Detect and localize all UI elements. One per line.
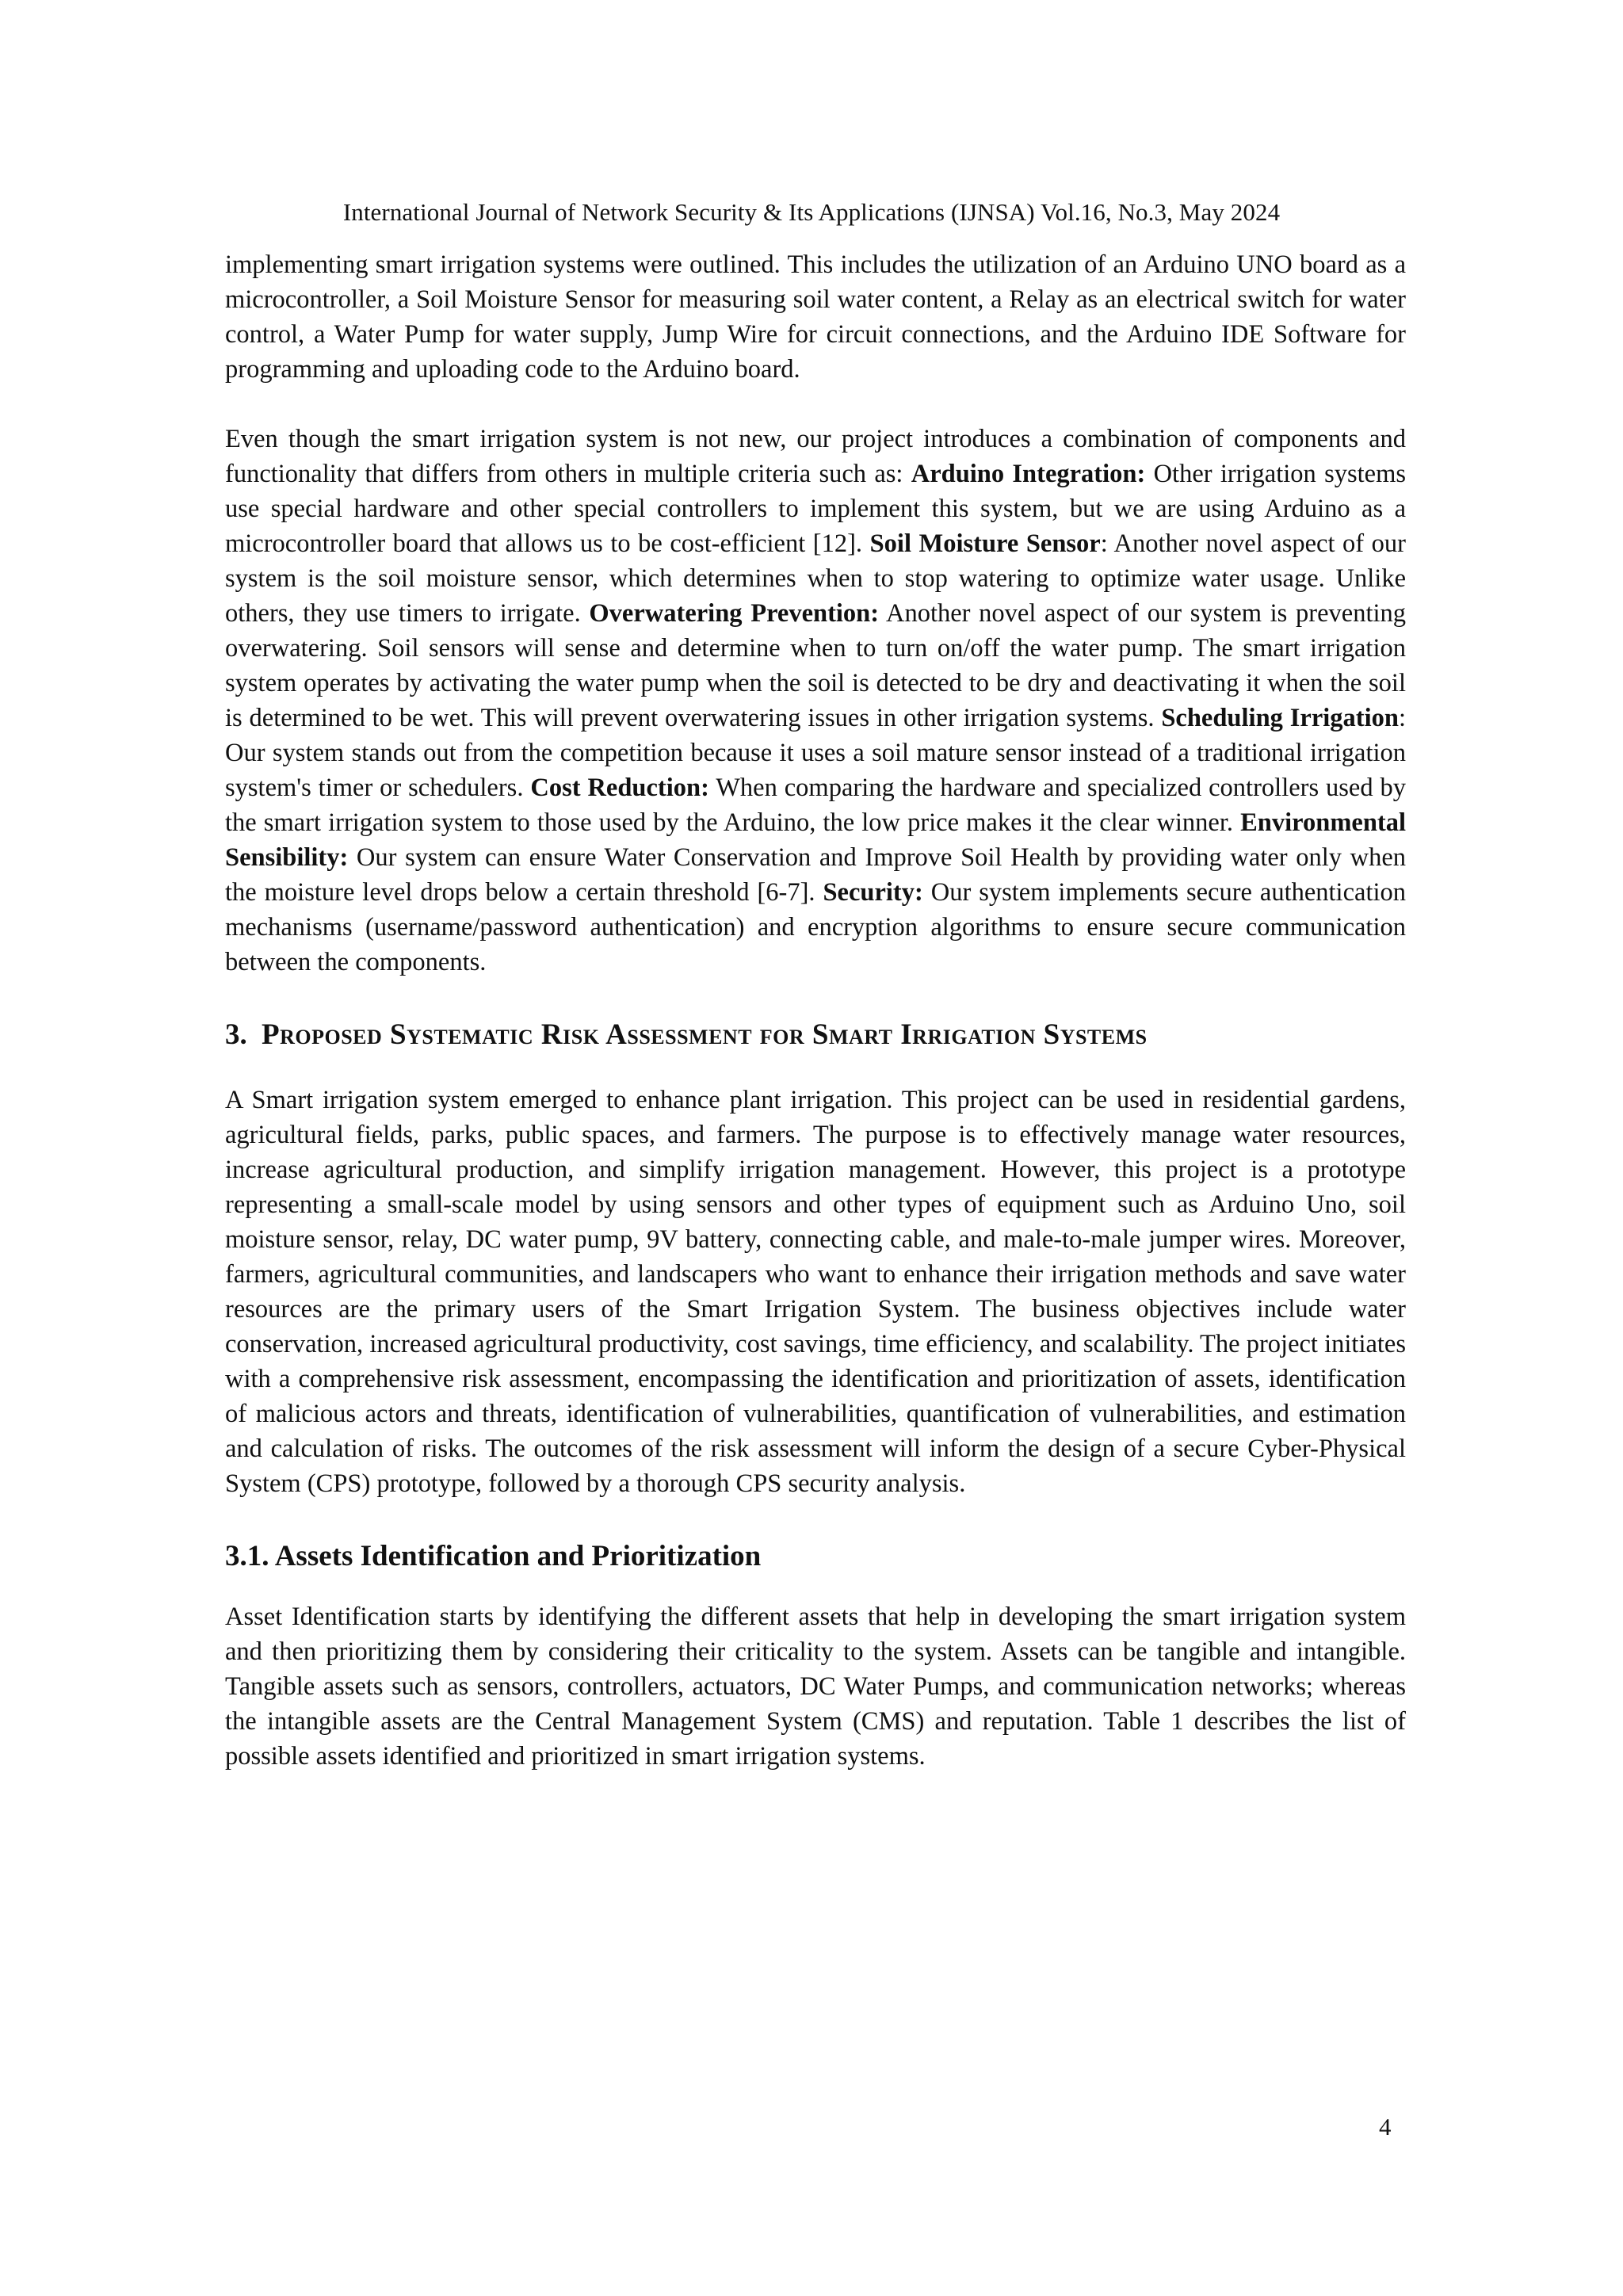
term-cost-reduction: Cost Reduction: [530,774,709,802]
text-soil-moisture-sensor: : Another novel aspect of our system is the soil moisture sensor, which determines when to stop watering to optimize water usage. Unlike others, they use timers to irrigate. [225,529,1406,628]
text-environmental-sensibility: Our system can ensure Water Conservation and Improve Soil Health by providing water only when the moisture level drops below a certain threshold [6-7]. [225,843,1406,907]
page-number: 4 [1379,2113,1392,2141]
paragraph-section-3: A Smart irrigation system emerged to enhance plant irrigation. This project can be used in residential gardens, agricultural fields, parks, public spaces, and farmers. The purpose is to effectively manage water resources, increase agricultural production, and simplify irrigation management. However, this project is a prototype representing a small-scale model by using sensors and other types of equipment such as Arduino Uno, soil moisture sensor, relay, DC water pump, 9V battery, connecting cable, and male-to-male jumper wires. Moreover, farmers, agricultural communities, and landscapers who want to enhance their irrigation methods and save water resources are the primary users of the Smart Irrigation System. The business objectives include water conservation, increased agricultural productivity, cost savings, time efficiency, and scalability. The project initiates with a comprehensive risk assessment, encompassing the identification and prioritization of assets, identification of malicious actors and threats, identification of vulnerabilities, quantification of vulnerabilities, and estimation and calculation of risks. The outcomes of the risk assessment will inform the design of a secure Cyber-Physical System (CPS) prototype, followed by a thorough CPS security analysis. [225,1086,1406,1498]
paragraph-components: implementing smart irrigation systems were outlined. This includes the utilization of an Arduino UNO board as a microcontroller, a Soil Moisture Sensor for measuring soil water content, a Relay as an electrical switch for water control, a Water Pump for water supply, Jump Wire for circuit connections, and the Arduino IDE Software for programming and uploading code to the Arduino board. [225,250,1406,384]
section-3-number: 3. [225,1018,247,1051]
running-header: International Journal of Network Security & Its Applications (IJNSA) Vol.16, No.3, May 2024 [342,198,1281,226]
term-security: Security: [823,878,923,907]
term-scheduling-irrigation: Scheduling Irrigation [1161,704,1399,732]
text-security: Our system implements secure authentication mechanisms (username/password authentication) and encryption algorithms to ensure secure communication between the components. [225,878,1407,976]
paragraph-novelty [225,422,1406,980]
text-cost-reduction: When comparing the hardware and specialized controllers used by the smart irrigation system to those used by the Arduino, the low price makes it the clear winner. [225,774,1406,837]
text-scheduling-irrigation: : Our system stands out from the competition because it uses a soil mature sensor instead of a traditional irrigation system's timer or schedulers. [225,704,1406,802]
term-overwatering-prevention: Overwatering Prevention: [589,599,880,628]
term-soil-moisture-sensor: Soil Moisture Sensor [869,529,1101,558]
text-arduino-integration: Other irrigation systems use special hardware and other special controllers to implement this system, but we are using Arduino as a microcontroller board that allows us to be cost-efficient [12]. [225,460,1406,558]
term-environmental-sensibility: Environmental Sensibility: [225,808,1406,872]
section-3-title: Proposed Systematic Risk Assessment for Smart Irrigation Systems [262,1018,1148,1051]
paragraph-section-3-1: Asset Identification starts by identifying the different assets that help in developing the smart irrigation system and then prioritizing them by considering their criticality to the system. Assets can be tangible and intangible. Tangible assets such as sensors, controllers, actuators, DC Water Pumps, and communication networks; whereas the intangible assets are the Central Management System (CMS) and reputation. Table 1 describes the list of possible assets identified and prioritized in smart irrigation systems. [225,1603,1406,1771]
term-arduino-integration: Arduino Integration: [911,460,1146,488]
section-3-1-heading: 3.1. Assets Identification and Prioritization [225,1540,762,1572]
section-3-heading [225,1016,1406,1054]
text-overwatering-prevention: Another novel aspect of our system is preventing overwatering. Soil sensors will sense and determine when to turn on/off the water pump. The smart irrigation system operates by activating the water pump when the soil is detected to be dry and deactivating it when the soil is determined to be wet. This will prevent overwatering issues in other irrigation systems. [225,599,1406,732]
page-body [225,247,1406,1774]
novelty-intro: Even though the smart irrigation system is not new, our project introduces a combination of components and functionality that differs from others in multiple criteria such as: [225,425,1406,488]
